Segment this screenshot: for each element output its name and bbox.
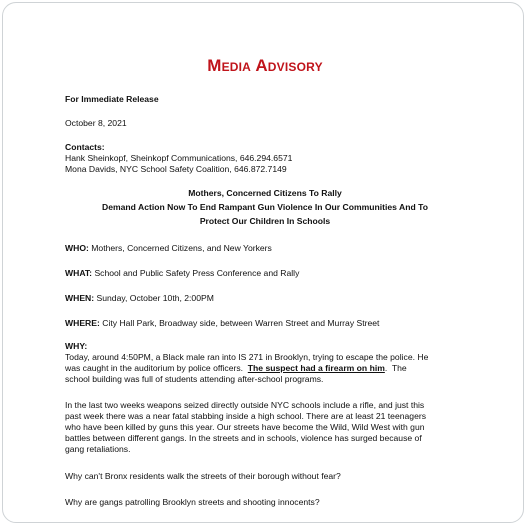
why-p1-after: . The — [384, 363, 407, 373]
why-question: Why can't Bronx residents walk the streets of their borough without fear? — [65, 471, 341, 481]
where-text: City Hall Park, Broadway side, between Warren Street and Murray Street — [102, 318, 380, 328]
headline-line: Protect Our Children In Schools — [199, 216, 331, 226]
what-label: WHAT: — [65, 268, 93, 278]
contact-line: Mona Davids, NYC School Safety Coalition, 646.872.7149 — [65, 164, 287, 174]
page-title: Media Advisory — [207, 56, 323, 75]
release-line: For Immediate Release — [65, 94, 159, 104]
why-p2-line: gang retaliations. — [65, 444, 131, 454]
why-p1-line: school building was full of students attending after-school programs. — [65, 374, 324, 384]
who-label: WHO: — [65, 243, 89, 253]
why-p1-line — [65, 363, 407, 374]
contact-line: Hank Sheinkopf, Sheinkopf Communications, 646.294.6571 — [65, 153, 293, 163]
document-frame — [2, 2, 524, 523]
why-p2-line: battles between different gangs. In the streets and in schools, violence has surged because of — [65, 433, 422, 443]
when-text: Sunday, October 10th, 2:00PM — [96, 293, 214, 303]
headline-line: Mothers, Concerned Citizens To Rally — [188, 188, 342, 198]
why-p2-line: In the last two weeks weapons seized directly outside NYC schools include a rifle, and just this — [65, 400, 425, 410]
what-text: School and Public Safety Press Conference and Rally — [94, 268, 300, 278]
why-label: WHY: — [65, 341, 88, 351]
where-label: WHERE: — [65, 318, 100, 328]
why-p1-line: Today, around 4:50PM, a Black male ran into IS 271 in Brooklyn, trying to escape the police. He — [65, 352, 429, 362]
headline-line: Demand Action Now To End Rampant Gun Violence In Our Communities And To — [102, 202, 428, 212]
why-question: Why are gangs patrolling Brooklyn streets and shooting innocents? — [65, 497, 320, 507]
who-text: Mothers, Concerned Citizens, and New Yorkers — [91, 243, 272, 253]
when-label: WHEN: — [65, 293, 95, 303]
what-row — [65, 268, 299, 279]
why-p2-line: who have been killed by guns this year. Our streets have become the Wild, Wild West with gun — [65, 422, 425, 432]
who-row — [65, 243, 272, 254]
where-row — [65, 318, 379, 329]
why-p2-line: past week there was a near fatal stabbing inside a high school. There are at least 21 teenagers — [65, 411, 427, 421]
firearm-emphasis: The suspect had a firearm on him — [247, 363, 385, 373]
date-line: October 8, 2021 — [65, 118, 127, 128]
contacts-label: Contacts: — [65, 142, 105, 152]
when-row — [65, 293, 214, 304]
why-p1-line-start: was caught in the auditorium by police officers. — [65, 363, 248, 373]
